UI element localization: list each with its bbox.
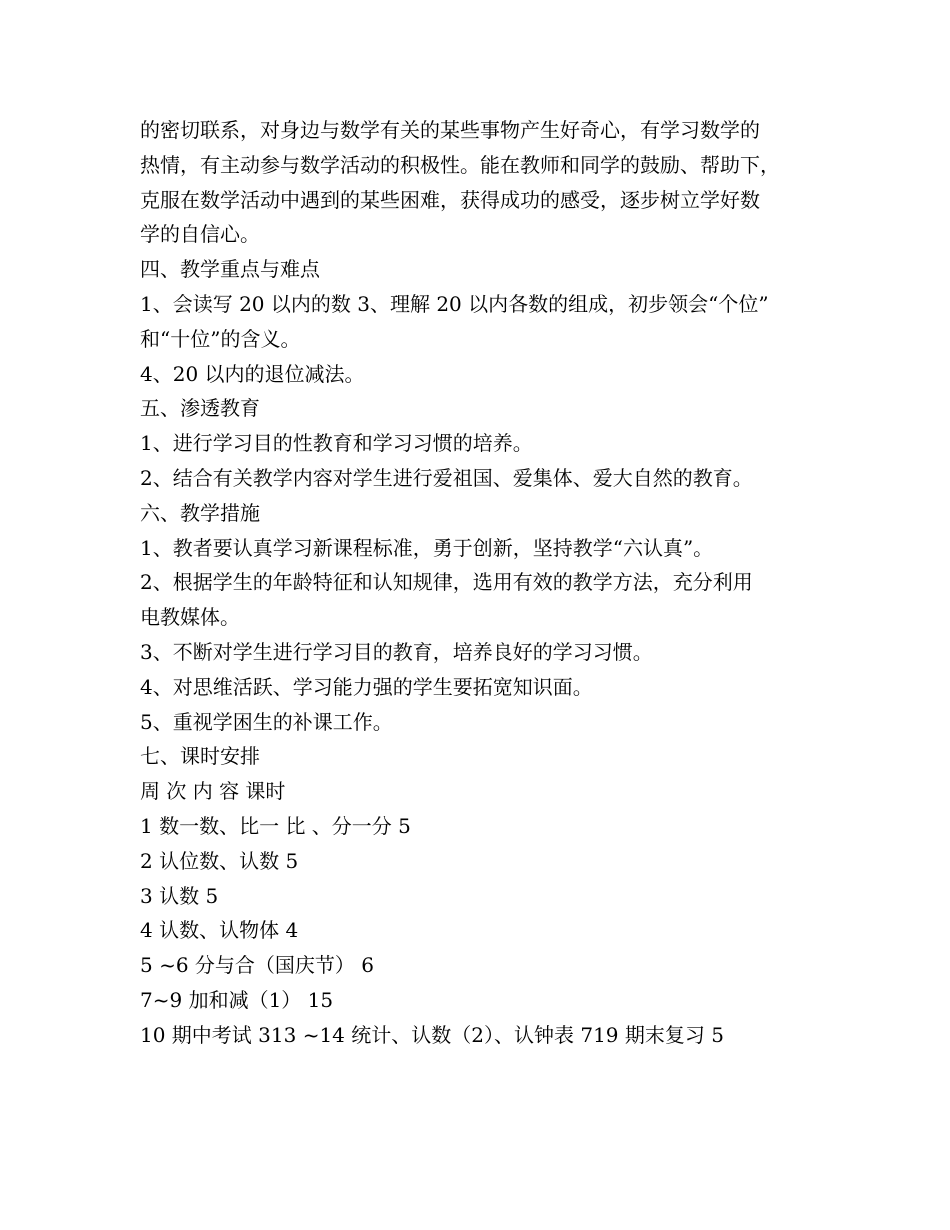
- section-heading: 五、渗透教育: [140, 396, 260, 421]
- list-item: 2、结合有关教学内容对学生进行爱祖国、爱集体、爱大自然的教育。: [140, 465, 753, 490]
- list-item: 3、不断对学生进行学习目的教育，培养良好的学习习惯。: [140, 639, 653, 664]
- section-heading: 四、教学重点与难点: [140, 257, 320, 282]
- list-item: 5、重视学困生的补课工作。: [140, 709, 393, 734]
- list-item: 和“十位”的含义。: [140, 326, 301, 351]
- list-item: 电教媒体。: [140, 605, 240, 630]
- paragraph-line: 的密切联系，对身边与数学有关的某些事物产生好奇心，有学习数学的: [140, 118, 760, 142]
- section-heading: 六、教学措施: [140, 500, 260, 525]
- schedule-row: 3 认数 5: [140, 883, 219, 908]
- list-item: 1、会读写 20 以内的数 3、理解 20 以内各数的组成，初步领会“个位”: [140, 291, 769, 316]
- list-item: 1、教者要认真学习新课程标准，勇于创新，坚持教学“六认真”。: [140, 535, 714, 560]
- schedule-row: 1 数一数、比一 比 、分一分 5: [140, 813, 411, 838]
- paragraph-line: 学的自信心。: [140, 222, 260, 247]
- schedule-row: 2 认位数、认数 5: [140, 848, 299, 873]
- section-heading: 七、课时安排: [140, 744, 260, 769]
- list-item: 2、根据学生的年龄特征和认知规律，选用有效的教学方法，充分利用: [140, 570, 753, 595]
- schedule-row: 4 认数、认物体 4: [140, 918, 299, 943]
- schedule-row: 10 期中考试 313 ~14 统计、认数（2）、认钟表 719 期末复习 5: [140, 1022, 724, 1047]
- schedule-header: 周 次 内 容 课时: [140, 779, 286, 804]
- schedule-row: 5 ~6 分与合（国庆节） 6: [140, 953, 375, 978]
- list-item: 1、进行学习目的性教育和学习习惯的培养。: [140, 431, 533, 456]
- list-item: 4、对思维活跃、学习能力强的学生要拓宽知识面。: [140, 674, 593, 699]
- schedule-row: 7~9 加和减（1） 15: [140, 987, 334, 1012]
- paragraph-line: 热情，有主动参与数学活动的积极性。能在教师和同学的鼓励、帮助下，: [140, 152, 780, 177]
- paragraph-line: 克服在数学活动中遇到的某些困难，获得成功的感受，逐步树立学好数: [140, 187, 760, 212]
- document-page: [140, 113, 820, 1053]
- list-item: 4、20 以内的退位减法。: [140, 361, 365, 386]
